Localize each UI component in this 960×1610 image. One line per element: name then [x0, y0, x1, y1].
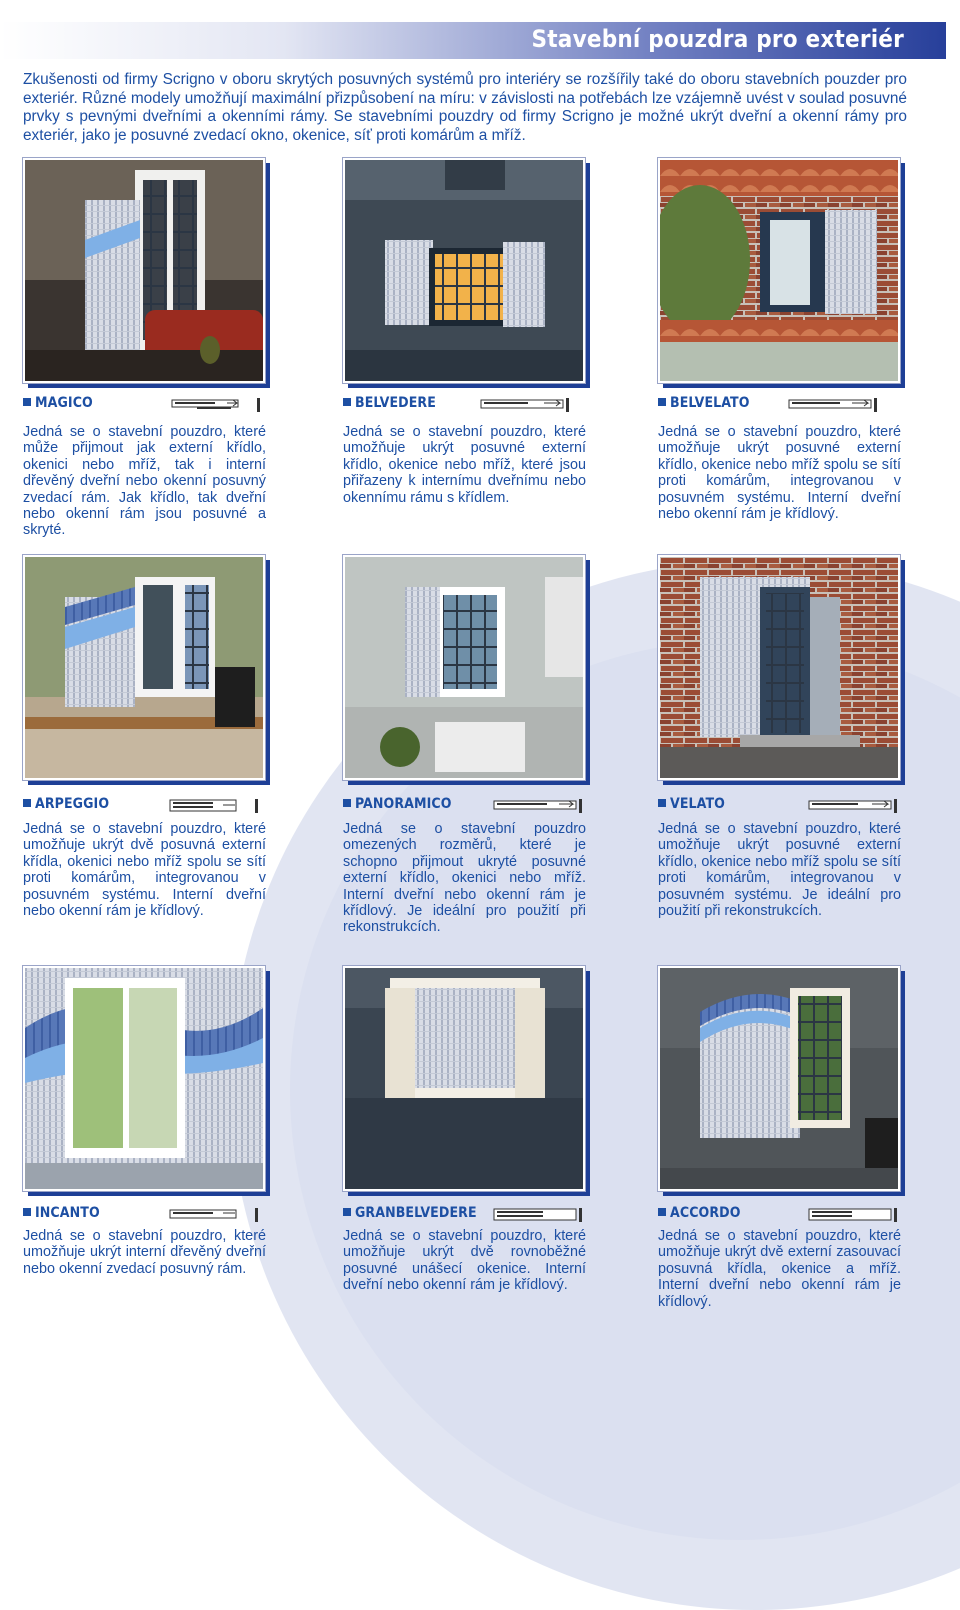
product-photo [23, 555, 265, 780]
product-title: PANORAMICO [343, 796, 452, 812]
product-description: Jedná se o stavební pouzdro, které umožňuje ukrýt dvě rovnoběžné posuvné unášecí okenice. Interní dveřní nebo okenní rám je křídlový. [343, 1228, 586, 1294]
product-photo [343, 966, 585, 1191]
product-title: MAGICO [23, 395, 93, 411]
bullet-icon [658, 799, 666, 807]
cross-section-diagram-icon [808, 798, 900, 814]
header-bar [0, 22, 946, 59]
product-photo [658, 158, 900, 383]
product-description: Jedná se o stavební pouzdro, které může přijmout jak externí křídlo, okenici nebo mříž, tak i interní dřevěný dveřní nebo okenní posuvný zvedací rám. Jak křídlo, tak dveřní nebo okenní rám jsou posuvné a skryté. [23, 424, 266, 539]
bullet-icon [658, 398, 666, 406]
product-photo [23, 158, 265, 383]
bullet-icon [658, 1208, 666, 1216]
cross-section-diagram-icon [169, 1207, 261, 1223]
intro-text: Zkušenosti od firmy Scrigno v oboru skrytých posuvných systémů pro interiéry se rozšířily také do oboru stavebních pouzder pro exteriér. Různé modely umožňují maximální přizpůsobení na míru: v závislosti na potřebách lze vzájemně uvést v soulad posuvné prvky s pevnými dveřními a okenními rámy. Se stavebními pouzdry od firmy Scrigno je možné ukrýt dveřní a okenní rámy pro exteriér, jako je posuvné zvedací okno, okenice, síť proti komárům a mříž. [23, 71, 907, 144]
cross-section-diagram-icon [493, 798, 585, 814]
product-title: ACCORDO [658, 1205, 741, 1221]
product-photo [23, 966, 265, 1191]
bullet-icon [343, 1208, 351, 1216]
cross-section-diagram-icon [493, 1207, 585, 1223]
product-title: GRANBELVEDERE [343, 1205, 477, 1221]
cross-section-diagram-icon [788, 397, 880, 413]
product-description: Jedná se o stavební pouzdro, které umožňuje ukrýt posuvné externí křídlo, okenice nebo mříž spolu se sítí proti komárům, integrovanou v posuvném systému. Interní dveřní nebo okenní rám je křídlový. [658, 424, 901, 523]
product-title: BELVEDERE [343, 395, 436, 411]
product-photo [343, 158, 585, 383]
cross-section-diagram-icon [169, 798, 261, 814]
product-photo [343, 555, 585, 780]
product-description: Jedná se o stavební pouzdro, které umožňuje ukrýt interní dřevěný dveřní nebo okenní zvedací posuvný rám. [23, 1228, 266, 1277]
product-photo [658, 555, 900, 780]
page-title: Stavební pouzdra pro exteriér [531, 25, 904, 53]
bullet-icon [343, 398, 351, 406]
product-title: ARPEGGIO [23, 796, 109, 812]
product-description: Jedná se o stavební pouzdro, které umožňuje ukrýt posuvné externí křídlo, okenice nebo mříž spolu se sítí proti komárům, integrovanou v posuvném systému. Je ideální pro použití při rekonstrukcích. [658, 821, 901, 920]
product-description: Jedná se o stavební pouzdro, které umožňuje ukrýt posuvné externí křídlo, okenice nebo mříž, které jsou přiřazeny k internímu dveřnímu nebo okennímu rámu s křídlem. [343, 424, 586, 506]
bullet-icon [23, 799, 31, 807]
cross-section-diagram-icon [480, 397, 572, 413]
product-title: INCANTO [23, 1205, 100, 1221]
product-photo [658, 966, 900, 1191]
bullet-icon [343, 799, 351, 807]
product-description: Jedná se o stavební pouzdro omezených rozměrů, které je schopno přijmout ukryté posuvné externí křídlo, okenici nebo mříž. Interní dveřní nebo okenní rám je křídlový. Je ideální pro použití při rekonstrukcích. [343, 821, 586, 936]
product-title: VELATO [658, 796, 725, 812]
product-description: Jedná se o stavební pouzdro, které umožňuje ukrýt dvě externí zasouvací posuvná křídla, okenice a mříž. Interní dveřní nebo okenní rám je křídlový. [658, 1228, 901, 1310]
cross-section-diagram-icon [171, 397, 263, 413]
cross-section-diagram-icon [808, 1207, 900, 1223]
bullet-icon [23, 1208, 31, 1216]
product-title: BELVELATO [658, 395, 750, 411]
product-description: Jedná se o stavební pouzdro, které umožňuje ukrýt dvě posuvná externí křídla, okenici nebo mříž spolu se sítí proti komárům, integrovanou v posuvném systému. Interní dveřní nebo okenní rám je křídlový. [23, 821, 266, 920]
bullet-icon [23, 398, 31, 406]
